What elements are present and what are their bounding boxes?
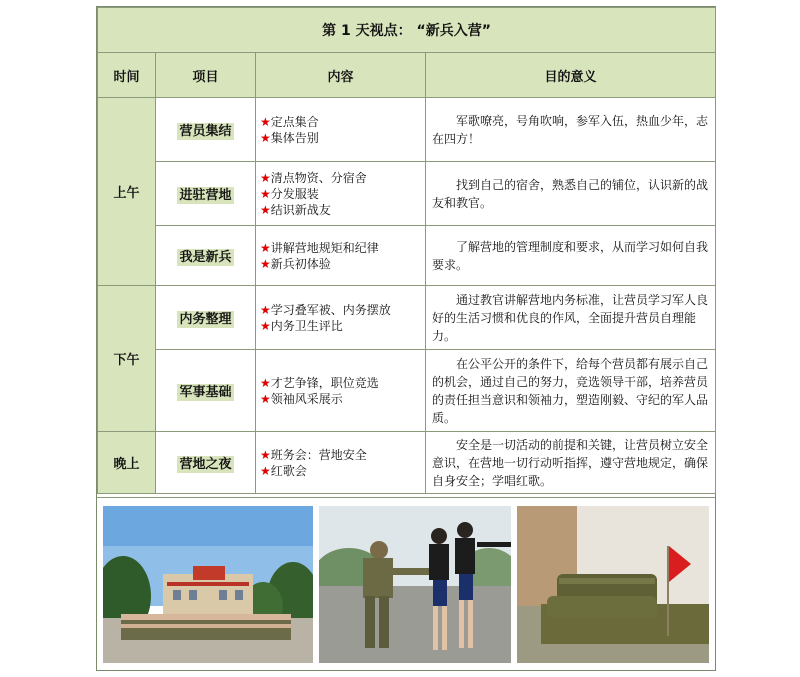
table-row <box>98 98 716 162</box>
table-title: 第 1 天视点： “新兵入营” <box>98 8 716 53</box>
schedule-table <box>97 7 716 494</box>
star-icon: ★ <box>260 170 271 185</box>
header-content: 内容 <box>256 53 426 98</box>
meaning-cell: 了解营地的管理制度和要求，从而学习如何自我要求。 <box>426 226 716 286</box>
item-label: 我是新兵 <box>179 250 232 265</box>
meaning-cell: 找到自己的宿舍，熟悉自己的铺位，认识新的战友和教官。 <box>426 162 716 226</box>
star-icon: ★ <box>260 240 271 255</box>
star-icon: ★ <box>260 186 271 201</box>
header-row <box>98 53 716 98</box>
item-label: 军事基础 <box>179 385 232 400</box>
item-label: 内务整理 <box>179 312 232 327</box>
item-label: 营员集结 <box>179 124 232 139</box>
content-cell: ★清点物资、分宿舍 ★分发服装 ★结识新战友 <box>256 162 426 226</box>
content-cell: ★学习叠军被、内务摆放 ★内务卫生评比 <box>256 286 426 350</box>
header-meaning: 目的意义 <box>426 53 716 98</box>
table-row <box>98 226 716 286</box>
photo-strip <box>97 497 715 672</box>
content-cell: ★讲解营地规矩和纪律 ★新兵初体验 <box>256 226 426 286</box>
table-row <box>98 350 716 432</box>
header-item: 项目 <box>156 53 256 98</box>
group-photo <box>103 506 313 663</box>
content-cell: ★才艺争锋，职位竞选 ★领袖风采展示 <box>256 350 426 432</box>
star-icon: ★ <box>260 114 271 129</box>
star-icon: ★ <box>260 391 271 406</box>
schedule-sheet <box>96 6 716 671</box>
star-icon: ★ <box>260 302 271 317</box>
star-icon: ★ <box>260 256 271 271</box>
star-icon: ★ <box>260 318 271 333</box>
table-row <box>98 162 716 226</box>
period-morning: 上午 <box>98 98 156 286</box>
header-time: 时间 <box>98 53 156 98</box>
period-afternoon: 下午 <box>98 286 156 432</box>
meaning-cell: 通过教官讲解营地内务标准，让营员学习军人良好的生活习惯和优良的作风，全面提升营员自理能力。 <box>426 286 716 350</box>
item-label: 营地之夜 <box>179 457 232 472</box>
star-icon: ★ <box>260 375 271 390</box>
star-icon: ★ <box>260 463 271 478</box>
quilt-photo <box>517 506 709 663</box>
star-icon: ★ <box>260 202 271 217</box>
table-row <box>98 432 716 494</box>
meaning-cell: 安全是一切活动的前提和关键，让营员树立安全意识，在营地一切行动听指挥，遵守营地规定，确保自身安全；学唱红歌。 <box>426 432 716 494</box>
period-evening: 晚上 <box>98 432 156 494</box>
table-row <box>98 286 716 350</box>
content-cell: ★定点集合 ★集体告别 <box>256 98 426 162</box>
content-cell: ★班务会：营地安全 ★红歌会 <box>256 432 426 494</box>
star-icon: ★ <box>260 447 271 462</box>
meaning-cell: 在公平公开的条件下，给每个营员都有展示自己的机会，通过自己的努力，竞选领导干部，培养营员的责任担当意识和领袖力，塑造刚毅、守纪的军人品质。 <box>426 350 716 432</box>
star-icon: ★ <box>260 130 271 145</box>
meaning-cell: 军歌嘹亮，号角吹响，参军入伍，热血少年，志在四方！ <box>426 98 716 162</box>
drill-photo <box>319 506 511 663</box>
item-label: 进驻营地 <box>179 188 232 203</box>
